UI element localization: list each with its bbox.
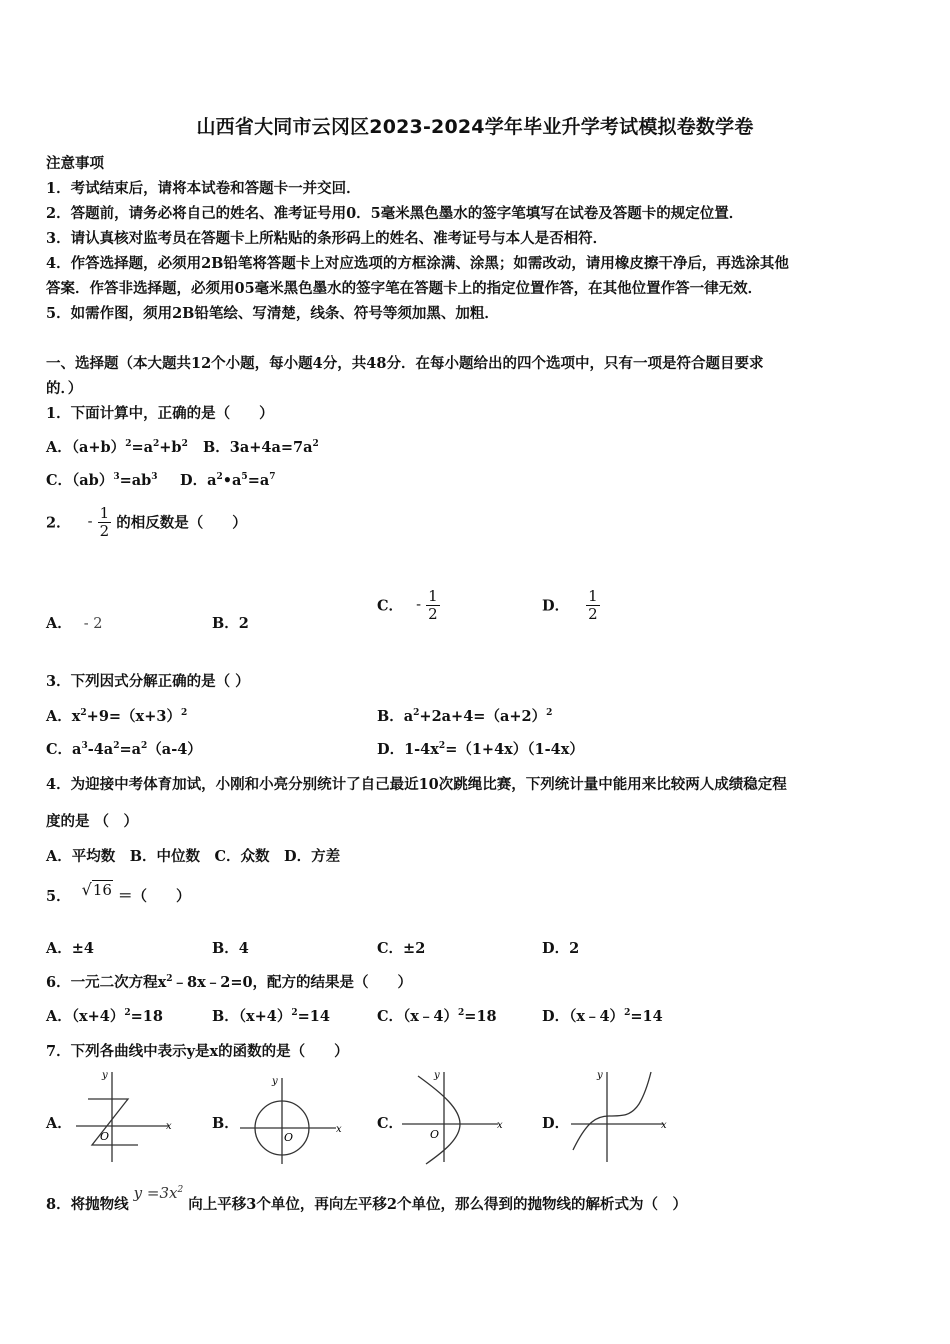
q2-option-a: A． - 2 xyxy=(46,615,103,632)
q7-graph-b xyxy=(236,1072,346,1167)
q7-graph-d xyxy=(567,1066,672,1166)
q6-option-a: A．$(x+4)^2=18$ xyxy=(46,1008,163,1025)
q1-option-a: A．$(a+b)^2=a^2+b^2$ xyxy=(46,439,188,456)
page-title: 山西省大同市云冈区2023-2024学年毕业升学考试模拟卷数学卷 xyxy=(196,116,754,138)
q7-option-b-label: B． xyxy=(212,1115,239,1132)
q8-stem: 8．将抛物线 $y =3x^2$ 向上平移3个单位，再向左平移2个单位，那么得到的抛物线的解析式为（ ） xyxy=(46,1184,687,1213)
q3-option-a: A．$x^2+9=(x+3)^2$ xyxy=(46,708,188,725)
q7-option-c-label: C． xyxy=(377,1115,404,1132)
q6-stem: 6．一元二次方程$x^2﹣8x﹣2=0$，配方的结果是（ ） xyxy=(46,974,413,991)
q1-stem: 1．下面计算中，正确的是（ ） xyxy=(46,405,274,422)
q5-option-d: D．2 xyxy=(542,940,580,957)
q1-option-d: D．$a^2•a^5=a^7$ xyxy=(180,472,276,489)
q7-option-d-label: D． xyxy=(542,1115,570,1132)
q7-graph-a xyxy=(72,1066,177,1166)
notice-item: 4．作答选择题，必须用2B铅笔将答题卡上对应选项的方框涂满、涂黑；如需改动，请用橡皮擦干净后，再选涂其他 xyxy=(46,255,789,272)
q7-graph-c xyxy=(398,1064,508,1166)
origin-label: O xyxy=(430,1128,440,1141)
notice-heading: 注意事项 xyxy=(46,155,104,172)
q1-option-c: C．$(ab)^3=ab^3$ xyxy=(46,472,158,489)
q2-option-c: C． - $\frac{1}{2}$ xyxy=(377,587,438,623)
q5-option-c: C．±2 xyxy=(377,940,426,957)
q6-option-d: D．（x﹣4）$^2$=14 xyxy=(542,1008,663,1025)
q3-stem: 3．下列因式分解正确的是（ ） xyxy=(46,673,250,690)
q5-option-a: A．±4 xyxy=(46,940,94,957)
q5-option-b: B．4 xyxy=(212,940,249,957)
y-label: y xyxy=(597,1070,603,1081)
y-label: y xyxy=(434,1070,440,1081)
section-heading-cont: 的．） xyxy=(46,380,83,397)
notice-item: 答案．作答非选择题，必须用05毫米黑色墨水的签字笔在答题卡上的指定位置作答，在其他位置作答一律无效． xyxy=(46,280,763,297)
q6-option-b: B．$(x+4)^2=14$ xyxy=(212,1008,330,1025)
q3-option-d: D．$1-4x^2=(1+4x)(1-4x)$ xyxy=(377,741,584,758)
q7-option-a-label: A． xyxy=(46,1115,72,1132)
q2-fraction: $\frac{1}{2}$ xyxy=(99,504,110,540)
x-label: x xyxy=(661,1120,667,1131)
q8-formula: $y =3x^2$ xyxy=(133,1184,184,1202)
parabola-curve xyxy=(418,1076,460,1164)
q2-option-b: B．2 xyxy=(212,615,249,632)
z-curve xyxy=(88,1099,138,1145)
x-label: x xyxy=(336,1124,342,1135)
cubic-curve xyxy=(573,1072,651,1150)
origin-label: O xyxy=(100,1130,110,1143)
notice-item: 3．请认真核对监考员在答题卡上所粘贴的条形码上的姓名、准考证号与本人是否相符． xyxy=(46,230,608,247)
y-label: y xyxy=(102,1070,108,1081)
q2-option-d: D． $\frac{1}{2}$ xyxy=(542,587,598,623)
y-label: y xyxy=(272,1076,278,1087)
q3-option-c: C．$a^3-4a^2=a^2(a-4)$ xyxy=(46,741,202,758)
q4-stem-cont: 度的是 （ ） xyxy=(46,813,139,830)
q4-options: A．平均数 B．中位数 C．众数 D．方差 xyxy=(46,848,341,865)
q2-stem: 2． - $\frac{1}{2}$ 的相反数是（ ） xyxy=(46,504,247,540)
notice-item: 5．如需作图，须用2B铅笔绘、写清楚，线条、符号等须加黑、加粗． xyxy=(46,305,499,322)
x-label: x xyxy=(166,1121,172,1132)
q4-stem: 4．为迎接中考体育加试，小刚和小亮分别统计了自己最近10次跳绳比赛，下列统计量中能用来比较两人成绩稳定程 xyxy=(46,776,787,793)
origin-label: O xyxy=(284,1131,294,1144)
q5-stem: 5． √16 ＝（ ） xyxy=(46,880,191,905)
q7-stem: 7．下列各曲线中表示y是x的函数的是（ ） xyxy=(46,1043,349,1060)
notice-item: 2．答题前，请务必将自己的姓名、准考证号用0．5毫米黑色墨水的签字笔填写在试卷及答题卡的规定位置． xyxy=(46,205,744,222)
x-label: x xyxy=(497,1120,503,1131)
q6-option-c: C．（x﹣4）$^2$=18 xyxy=(377,1008,497,1025)
section-heading: 一、选择题（本大题共12个小题，每小题4分，共48分．在每小题给出的四个选项中，只有一项是符合题目要求 xyxy=(46,355,764,372)
notice-item: 1．考试结束后，请将本试卷和答题卡一并交回． xyxy=(46,180,361,197)
q3-option-b: B．$a^2+2a+4=(a+2)^2$ xyxy=(377,708,553,725)
q1-option-b: B．$3a+4a=7a^2$ xyxy=(203,439,319,456)
